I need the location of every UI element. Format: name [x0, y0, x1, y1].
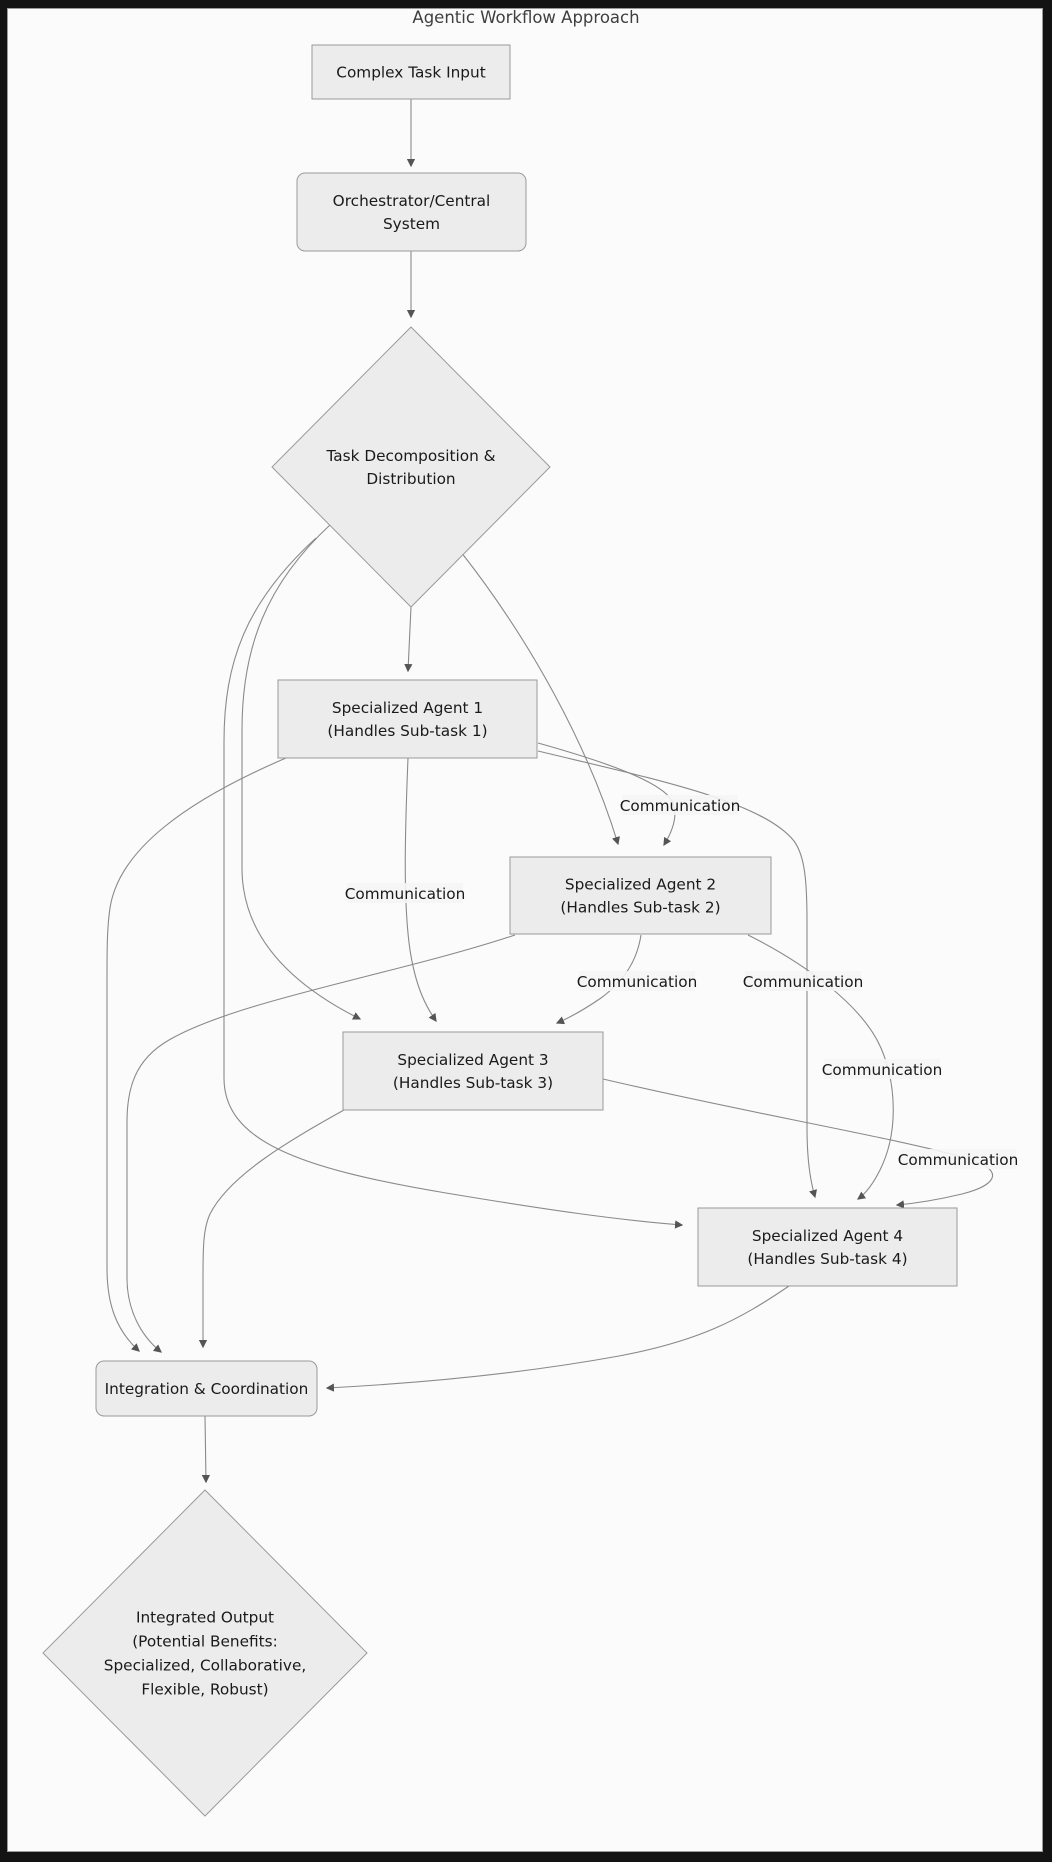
node-label: Distribution: [366, 470, 456, 488]
edge-label-text: Communication: [742, 973, 864, 991]
edge-agent-4-to-integration: [327, 1286, 789, 1388]
node-label: (Handles Sub-task 4): [747, 1250, 908, 1268]
edge-agent-3-to-integration: [203, 1110, 344, 1347]
edge-label-text: Communication: [619, 797, 741, 815]
node-label: Orchestrator/Central: [332, 192, 491, 210]
node-integrated-output: [43, 1490, 367, 1816]
node-task-decomposition: [272, 327, 550, 607]
edge-label-text: Communication: [344, 885, 466, 903]
node-shape: [43, 1490, 367, 1816]
edge-agent-1-to-integration: [107, 758, 286, 1351]
node-label: Specialized, Collaborative,: [103, 1656, 307, 1675]
edge-label-text: Communication: [897, 1151, 1019, 1169]
edge-label-text: Communication: [576, 973, 698, 991]
node-label: Specialized Agent 4: [751, 1227, 904, 1245]
node-shape: [698, 1208, 957, 1286]
node-label: (Handles Sub-task 2): [560, 898, 721, 917]
node-agent-1: [278, 680, 537, 758]
node-label: Specialized Agent 3: [397, 1051, 549, 1069]
node-label: (Potential Benefits:: [132, 1632, 278, 1651]
node-label: Flexible, Robust): [141, 1680, 269, 1699]
edge-label-agent-1-to-agent-4: [743, 971, 864, 991]
node-shape: [343, 1032, 603, 1110]
edge-label-agent-2-to-agent-3: [577, 971, 698, 991]
node-label: Task Decomposition &: [326, 447, 496, 465]
node-agent-2: [510, 857, 771, 934]
node-label: Specialized Agent 2: [564, 875, 717, 894]
node-shape: [272, 327, 550, 607]
edge-label-agent-2-to-agent-4: [822, 1059, 943, 1079]
edge-agent-2-to-integration: [127, 935, 515, 1352]
node-orchestrator: [297, 173, 526, 251]
node-label: System: [382, 215, 441, 233]
diagram-title: Agentic Workflow Approach: [412, 8, 640, 27]
edge-label-agent-1-to-agent-2: [620, 795, 741, 815]
edge-task-decomposition-to-agent-3: [242, 524, 360, 1019]
node-agent-4: [698, 1208, 957, 1286]
node-integration: [96, 1361, 317, 1416]
edge-label-agent-3-to-agent-4: [898, 1149, 1019, 1169]
edge-label-agent-1-to-agent-3: [345, 883, 466, 903]
node-label: Specialized Agent 1: [331, 699, 484, 717]
edge-label-text: Communication: [821, 1061, 943, 1079]
node-label: Complex Task Input: [336, 63, 486, 82]
node-label: Integration & Coordination: [104, 1380, 309, 1398]
edge-task-decomposition-to-agent-1: [408, 607, 411, 671]
edge-agent-1-to-agent-2: [538, 743, 675, 845]
edge-agent-3-to-agent-4: [603, 1079, 993, 1205]
edge-integration-to-integrated-output: [205, 1416, 206, 1482]
node-complex-task-input: [312, 45, 510, 99]
node-shape: [297, 173, 526, 251]
node-label: (Handles Sub-task 3): [392, 1074, 554, 1092]
node-shape: [278, 680, 537, 758]
node-agent-3: [343, 1032, 603, 1110]
node-shape: [510, 857, 771, 934]
node-label: Integrated Output: [135, 1608, 275, 1627]
node-label: (Handles Sub-task 1): [327, 722, 488, 740]
